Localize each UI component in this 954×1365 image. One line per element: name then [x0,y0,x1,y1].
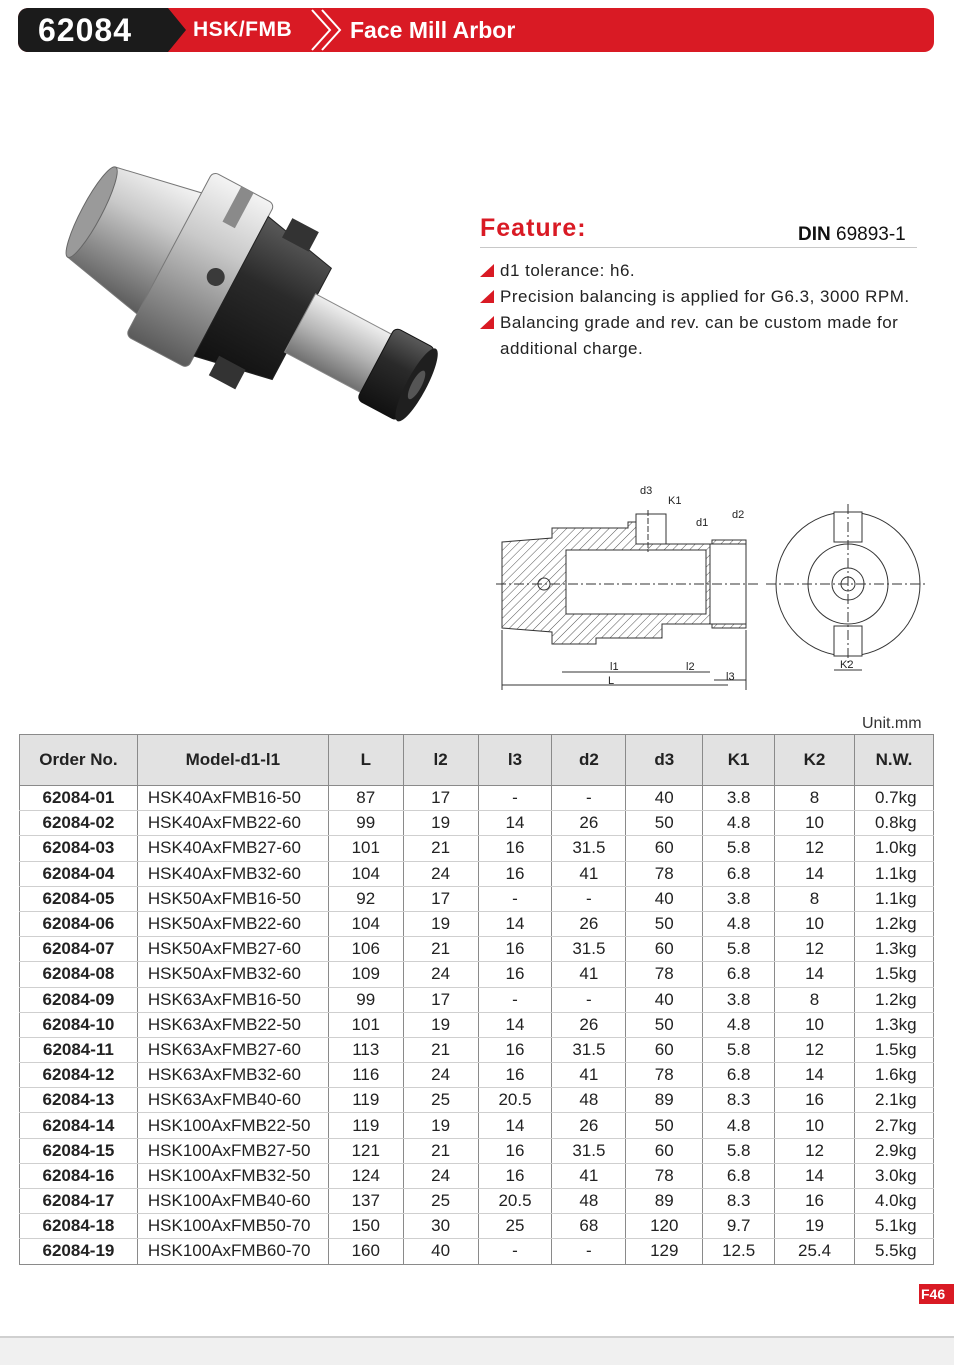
cell-order-no: 62084-01 [20,786,138,811]
cell-order-no: 62084-06 [20,911,138,936]
cell-L: 124 [328,1163,403,1188]
cell-l3: 14 [478,811,552,836]
cell-l3: - [478,786,552,811]
cell-nw: 4.0kg [854,1189,933,1214]
drawing-label-l1: l1 [610,661,619,673]
cell-order-no: 62084-03 [20,836,138,861]
cell-d2: 48 [552,1189,626,1214]
cell-l2: 40 [403,1239,478,1264]
cell-d3: 50 [626,1012,703,1037]
cell-L: 101 [328,836,403,861]
cell-K2: 12 [775,1037,855,1062]
feature-item-text: Precision balancing is applied for G6.3, 3000 RPM. [500,287,910,306]
col-L: L [328,735,403,786]
drawing-label-k2: K2 [840,659,854,671]
cell-L: 121 [328,1138,403,1163]
cell-nw: 2.1kg [854,1088,933,1113]
cell-model: HSK63AxFMB32-60 [137,1063,328,1088]
cell-l2: 19 [403,1113,478,1138]
cell-d3: 89 [626,1189,703,1214]
din-standard [798,224,906,246]
cell-K1: 9.7 [703,1214,775,1239]
cell-l3: - [478,987,552,1012]
cell-d3: 120 [626,1214,703,1239]
bullet-triangle-icon [480,264,494,277]
cell-model: HSK100AxFMB22-50 [137,1113,328,1138]
cell-d3: 78 [626,1163,703,1188]
cell-K2: 14 [775,1163,855,1188]
cell-order-no: 62084-14 [20,1113,138,1138]
cell-nw: 2.9kg [854,1138,933,1163]
cell-l2: 24 [403,962,478,987]
drawing-label-d2: d2 [732,509,745,521]
drawing-label-L: L [608,675,615,687]
cell-K2: 12 [775,836,855,861]
cell-order-no: 62084-09 [20,987,138,1012]
table-row [20,1239,934,1264]
cell-l3: 16 [478,1163,552,1188]
cell-d3: 60 [626,836,703,861]
cell-l3: 20.5 [478,1189,552,1214]
cell-L: 99 [328,987,403,1012]
cell-L: 104 [328,911,403,936]
cell-order-no: 62084-02 [20,811,138,836]
cell-d3: 60 [626,937,703,962]
col-nw: N.W. [854,735,933,786]
cell-d2: 31.5 [552,1138,626,1163]
table-row [20,886,934,911]
product-title: Face Mill Arbor [350,17,516,43]
cell-K1: 8.3 [703,1189,775,1214]
cell-K1: 6.8 [703,962,775,987]
cell-L: 150 [328,1214,403,1239]
cell-K1: 6.8 [703,1063,775,1088]
cell-L: 116 [328,1063,403,1088]
cell-L: 92 [328,886,403,911]
cell-d3: 50 [626,1113,703,1138]
bullet-triangle-icon [480,316,494,329]
drawing-label-l2: l2 [686,661,695,673]
cell-nw: 1.5kg [854,962,933,987]
cell-model: HSK63AxFMB16-50 [137,987,328,1012]
cell-order-no: 62084-08 [20,962,138,987]
cell-model: HSK63AxFMB27-60 [137,1037,328,1062]
feature-item [480,310,950,362]
cell-K1: 4.8 [703,811,775,836]
cell-l2: 30 [403,1214,478,1239]
cell-d3: 50 [626,811,703,836]
cell-l3: 16 [478,937,552,962]
cell-l3: 14 [478,1113,552,1138]
cell-K2: 12 [775,937,855,962]
table-row [20,1037,934,1062]
cell-d3: 78 [626,1063,703,1088]
din-prefix: DIN [798,224,831,245]
cell-l2: 24 [403,1063,478,1088]
cell-K1: 5.8 [703,1138,775,1163]
chevron-right-icon [308,8,348,52]
cell-K1: 6.8 [703,861,775,886]
drawing-label-d3: d3 [640,485,653,497]
cell-K1: 3.8 [703,786,775,811]
cell-d3: 60 [626,1037,703,1062]
cell-l3: 25 [478,1214,552,1239]
table-row [20,1163,934,1188]
feature-item [480,284,950,310]
cell-nw: 1.1kg [854,886,933,911]
cell-model: HSK50AxFMB22-60 [137,911,328,936]
cell-L: 101 [328,1012,403,1037]
cell-order-no: 62084-17 [20,1189,138,1214]
cell-L: 109 [328,962,403,987]
cell-d2: 31.5 [552,1037,626,1062]
cell-K2: 8 [775,786,855,811]
unit-label: Unit.mm [862,715,922,732]
page-number: F46 [919,1284,954,1304]
cell-K1: 3.8 [703,987,775,1012]
cell-l3: - [478,1239,552,1264]
table-row [20,962,934,987]
cell-K2: 19 [775,1214,855,1239]
table-row [20,1189,934,1214]
cell-l3: 16 [478,1063,552,1088]
cell-nw: 1.2kg [854,987,933,1012]
table-row [20,1063,934,1088]
table-row [20,1113,934,1138]
cell-model: HSK63AxFMB40-60 [137,1088,328,1113]
spec-table-body [20,786,934,1265]
feature-divider [480,247,917,248]
cell-model: HSK40AxFMB32-60 [137,861,328,886]
cell-order-no: 62084-05 [20,886,138,911]
feature-item-text: d1 tolerance: h6. [500,261,636,280]
cell-model: HSK40AxFMB16-50 [137,786,328,811]
cell-d3: 40 [626,987,703,1012]
cell-d2: 48 [552,1088,626,1113]
feature-item-text: Balancing grade and rev. can be custom made for additional charge. [500,313,899,358]
cell-l2: 17 [403,987,478,1012]
table-row [20,786,934,811]
table-row [20,987,934,1012]
table-row [20,911,934,936]
cell-L: 106 [328,937,403,962]
cell-K2: 10 [775,911,855,936]
cell-nw: 3.0kg [854,1163,933,1188]
cell-l3: 16 [478,836,552,861]
cell-nw: 5.5kg [854,1239,933,1264]
drawing-label-d1: d1 [696,517,709,529]
cell-l2: 24 [403,861,478,886]
product-category: HSK/FMB [193,18,293,41]
cell-model: HSK40AxFMB27-60 [137,836,328,861]
cell-d3: 129 [626,1239,703,1264]
cell-l2: 24 [403,1163,478,1188]
table-header-row [20,735,934,786]
cell-K1: 6.8 [703,1163,775,1188]
cell-model: HSK50AxFMB27-60 [137,937,328,962]
table-row [20,861,934,886]
cell-L: 119 [328,1088,403,1113]
cell-d3: 78 [626,861,703,886]
cell-l2: 19 [403,1012,478,1037]
cell-d3: 40 [626,886,703,911]
feature-item [480,258,950,284]
table-row [20,811,934,836]
col-d2: d2 [552,735,626,786]
table-row [20,1138,934,1163]
cell-model: HSK63AxFMB22-50 [137,1012,328,1037]
cell-K2: 14 [775,1063,855,1088]
cell-K1: 5.8 [703,937,775,962]
col-K2: K2 [775,735,855,786]
cell-l3: 14 [478,911,552,936]
cell-L: 137 [328,1189,403,1214]
cell-K2: 16 [775,1088,855,1113]
cell-d2: 41 [552,962,626,987]
cell-d3: 50 [626,911,703,936]
cell-model: HSK100AxFMB40-60 [137,1189,328,1214]
cell-l2: 21 [403,1037,478,1062]
cell-K2: 14 [775,861,855,886]
table-row [20,937,934,962]
cell-K2: 8 [775,886,855,911]
cell-l2: 25 [403,1088,478,1113]
cell-l3: 16 [478,1138,552,1163]
cell-K1: 4.8 [703,911,775,936]
col-l2: l2 [403,735,478,786]
cell-K2: 10 [775,811,855,836]
bullet-triangle-icon [480,290,494,303]
cell-L: 119 [328,1113,403,1138]
page-footer [0,1336,954,1365]
drawing-label-k1: K1 [668,495,682,507]
cell-model: HSK100AxFMB27-50 [137,1138,328,1163]
cell-model: HSK100AxFMB32-50 [137,1163,328,1188]
cell-K1: 5.8 [703,1037,775,1062]
cell-d2: 41 [552,1163,626,1188]
cell-l2: 21 [403,1138,478,1163]
cell-d2: - [552,987,626,1012]
cell-nw: 0.7kg [854,786,933,811]
cell-d2: 31.5 [552,836,626,861]
cell-d3: 40 [626,786,703,811]
cell-K2: 8 [775,987,855,1012]
cell-order-no: 62084-10 [20,1012,138,1037]
cell-d3: 78 [626,962,703,987]
cell-d2: 26 [552,811,626,836]
cell-L: 113 [328,1037,403,1062]
cell-d3: 89 [626,1088,703,1113]
cell-order-no: 62084-16 [20,1163,138,1188]
feature-list [480,258,950,362]
col-d3: d3 [626,735,703,786]
technical-drawing [496,480,926,695]
cell-l3: 16 [478,1037,552,1062]
table-row [20,836,934,861]
cell-l3: 14 [478,1012,552,1037]
cell-d2: 41 [552,1063,626,1088]
cell-l2: 19 [403,811,478,836]
cell-order-no: 62084-04 [20,861,138,886]
cell-d2: 41 [552,861,626,886]
cell-K2: 25.4 [775,1239,855,1264]
cell-K2: 10 [775,1012,855,1037]
table-row [20,1214,934,1239]
cell-nw: 1.2kg [854,911,933,936]
cell-K2: 16 [775,1189,855,1214]
cell-d2: 26 [552,911,626,936]
cell-nw: 1.5kg [854,1037,933,1062]
cell-model: HSK40AxFMB22-60 [137,811,328,836]
cell-l3: - [478,886,552,911]
cell-d2: 26 [552,1113,626,1138]
cell-d3: 60 [626,1138,703,1163]
cell-order-no: 62084-12 [20,1063,138,1088]
cell-K1: 5.8 [703,836,775,861]
cell-model: HSK50AxFMB32-60 [137,962,328,987]
cell-order-no: 62084-07 [20,937,138,962]
cell-d2: 26 [552,1012,626,1037]
product-photo [38,98,470,508]
cell-K2: 12 [775,1138,855,1163]
cell-K1: 12.5 [703,1239,775,1264]
col-K1: K1 [703,735,775,786]
cell-nw: 5.1kg [854,1214,933,1239]
cell-l2: 21 [403,937,478,962]
cell-d2: 31.5 [552,937,626,962]
footer-divider [0,1336,954,1338]
cell-K1: 3.8 [703,886,775,911]
cell-l2: 19 [403,911,478,936]
cell-model: HSK100AxFMB60-70 [137,1239,328,1264]
spec-table [19,734,934,1265]
cell-K2: 10 [775,1113,855,1138]
cell-order-no: 62084-18 [20,1214,138,1239]
cell-L: 160 [328,1239,403,1264]
page-header [18,8,934,52]
product-code: 62084 [38,12,132,48]
cell-l3: 20.5 [478,1088,552,1113]
cell-nw: 1.3kg [854,937,933,962]
col-model: Model-d1-l1 [137,735,328,786]
cell-L: 87 [328,786,403,811]
cell-L: 99 [328,811,403,836]
cell-d2: - [552,886,626,911]
drawing-label-l3: l3 [726,671,735,683]
cell-K2: 14 [775,962,855,987]
cell-K1: 4.8 [703,1012,775,1037]
cell-model: HSK100AxFMB50-70 [137,1214,328,1239]
cell-nw: 0.8kg [854,811,933,836]
col-order-no: Order No. [20,735,138,786]
cell-nw: 1.3kg [854,1012,933,1037]
cell-l2: 17 [403,786,478,811]
cell-order-no: 62084-13 [20,1088,138,1113]
cell-nw: 1.0kg [854,836,933,861]
cell-l3: 16 [478,962,552,987]
cell-K1: 4.8 [703,1113,775,1138]
cell-model: HSK50AxFMB16-50 [137,886,328,911]
cell-l3: 16 [478,861,552,886]
col-l3: l3 [478,735,552,786]
cell-l2: 25 [403,1189,478,1214]
cell-order-no: 62084-11 [20,1037,138,1062]
cell-l2: 21 [403,836,478,861]
cell-d2: - [552,1239,626,1264]
din-number: 69893-1 [836,224,906,245]
cell-order-no: 62084-19 [20,1239,138,1264]
cell-L: 104 [328,861,403,886]
cell-l2: 17 [403,886,478,911]
cell-d2: 68 [552,1214,626,1239]
cell-nw: 2.7kg [854,1113,933,1138]
cell-nw: 1.1kg [854,861,933,886]
feature-heading: Feature: [480,214,587,242]
table-row [20,1088,934,1113]
cell-d2: - [552,786,626,811]
cell-order-no: 62084-15 [20,1138,138,1163]
cell-K1: 8.3 [703,1088,775,1113]
table-row [20,1012,934,1037]
cell-nw: 1.6kg [854,1063,933,1088]
